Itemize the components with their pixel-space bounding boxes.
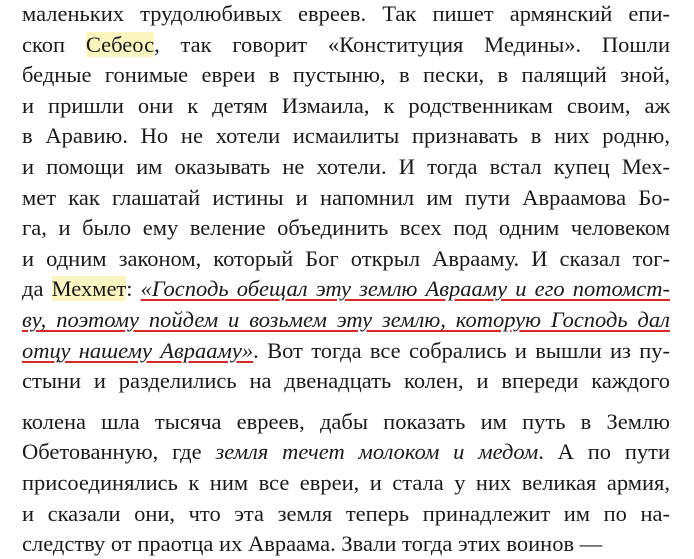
text-line <box>22 0 670 29</box>
text-line <box>22 121 670 151</box>
underlined-quote: отцу нашему Аврааму» <box>22 337 254 363</box>
text-line <box>22 336 670 366</box>
italic-phrase: земля течет молоком и медом <box>215 439 539 465</box>
text-line <box>22 366 670 396</box>
text-line <box>22 30 670 60</box>
text-line <box>22 305 670 335</box>
text-segment: Обетованную, где <box>22 439 216 465</box>
text-line <box>22 274 670 304</box>
text-line <box>22 407 670 437</box>
text-segment: следству от праотца их Авраама. Звали тогда этих воинов — <box>22 531 603 557</box>
text-line <box>22 499 670 529</box>
text-segment: : <box>126 276 141 302</box>
text-segment: да <box>22 276 52 302</box>
text-segment: и одним законом, который Бог открыл Аврааму. И сказал тог- <box>22 245 670 271</box>
text-segment: . Вот тогда все собрались и вышли из пу- <box>253 337 671 363</box>
text-segment: и сказали они, что эта земля теперь принадлежит им по на- <box>22 500 670 526</box>
underlined-quote: ву, поэтому пойдем и возьмем эту землю, которую Господь дал <box>22 307 670 332</box>
text-line <box>22 244 670 274</box>
text-segment: , так говорит «Конституция Медины». Пошли <box>154 31 670 57</box>
text-segment: стыни и разделились на двенадцать колен, и впереди каждого <box>22 368 670 394</box>
underlined-quote: «Господь обещал эту землю Аврааму и его потомст- <box>140 276 670 302</box>
text-line <box>22 152 670 182</box>
text-segment: мет как глашатай истины и напомнил им пути Авраамова Бо- <box>22 184 670 210</box>
text-segment: маленьких трудолюбивых евреев. Так пишет армянский епи- <box>22 1 670 26</box>
text-segment: скоп <box>22 31 86 57</box>
text-line <box>22 437 670 467</box>
text-segment: . А по пути <box>538 439 670 465</box>
highlighted-name: Себеос <box>85 31 155 57</box>
text-line <box>22 91 670 121</box>
highlighted-name: Мехмет <box>51 276 127 302</box>
text-segment: бедные гонимые евреи в пустыню, в пески, в палящий зной, <box>22 62 670 88</box>
text-segment: га, и было ему веление объединить всех под одним человеком <box>22 215 670 241</box>
text-segment: и пришли они к детям Измаила, к родственникам своим, аж <box>22 92 670 118</box>
text-line <box>22 468 670 498</box>
text-segment: присоединялись к ним все евреи, и стала у них великая армия, <box>22 470 670 495</box>
text-segment: в Аравию. Но не хотели исмаилиты признавать в них родню, <box>22 123 670 149</box>
text-segment: и помощи им оказывать не хотели. И тогда встал купец Мех- <box>22 154 670 179</box>
text-line <box>22 60 670 90</box>
text-segment: колена шла тысяча евреев, дабы показать им путь в Землю <box>22 408 670 434</box>
text-line <box>22 213 670 243</box>
text-line <box>22 529 670 559</box>
text-line <box>22 183 670 213</box>
